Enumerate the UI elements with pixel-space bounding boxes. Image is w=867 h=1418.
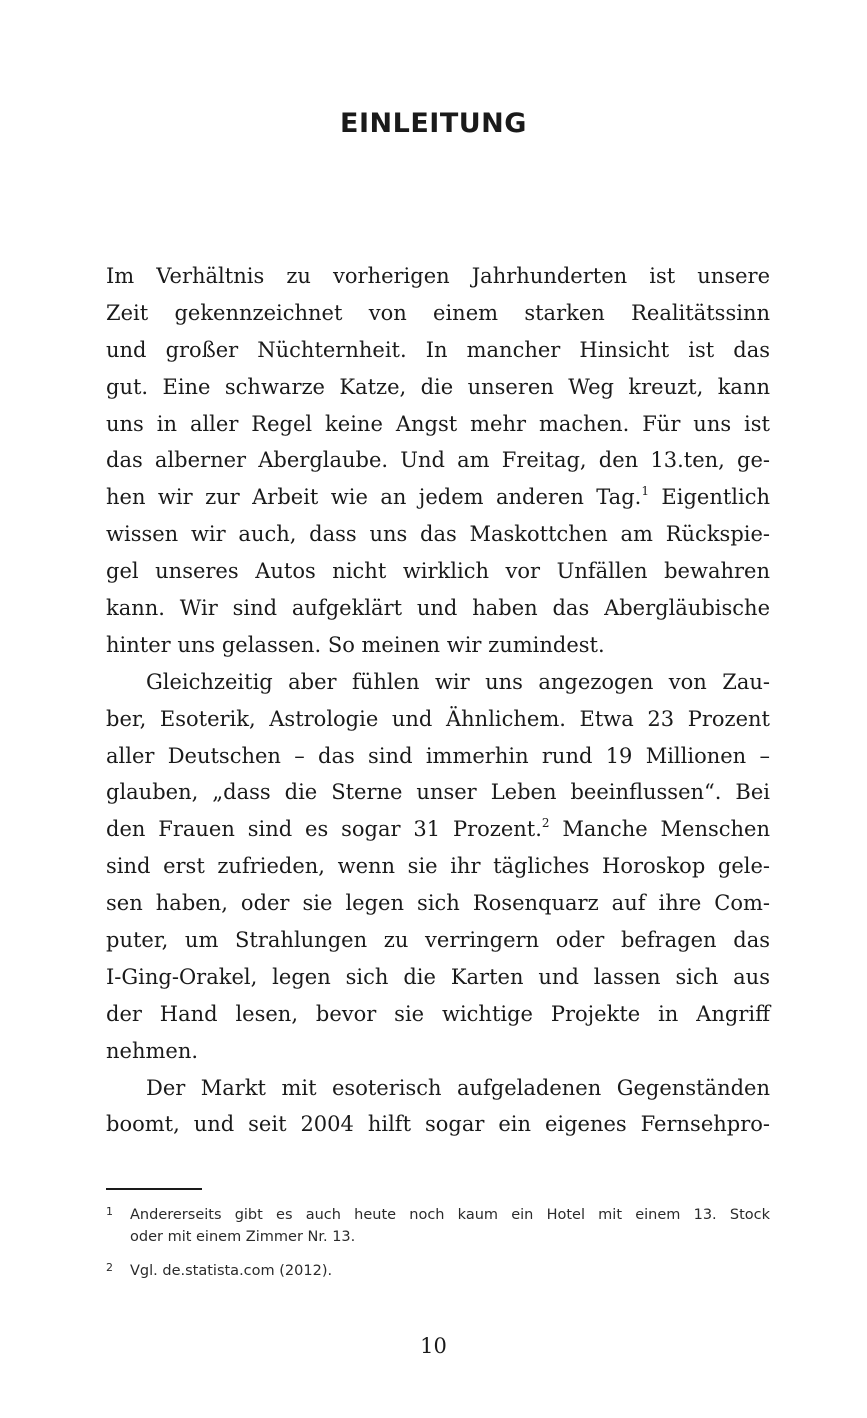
text-segment: den Frauen sind es sogar 31 Prozent.	[106, 817, 542, 842]
footnote-1	[106, 1204, 770, 1248]
footnote-ref-2: 2	[541, 816, 550, 831]
text-line: boomt, und seit 2004 hilft sogar ein eigenes Fernsehpro-	[106, 1112, 770, 1137]
footnote-number: 1	[106, 1205, 113, 1218]
text-line: gut. Eine schwarze Katze, die unseren Weg kreuzt, kann	[106, 374, 770, 399]
text-line	[106, 479, 770, 516]
text-line: aller Deutschen – das sind immerhin rund 19 Millionen –	[106, 743, 770, 768]
text-line: Der Markt mit esoterisch aufgeladenen Gegenständen	[146, 1075, 770, 1100]
body-text	[106, 258, 770, 1143]
text-line: glauben, „dass die Sterne unser Leben beeinflussen“. Bei	[106, 780, 770, 805]
text-segment: Manche Menschen	[549, 817, 770, 842]
text-line: hinter uns gelassen. So meinen wir zumindest.	[106, 632, 605, 657]
footnote-text-line: oder mit einem Zimmer Nr. 13.	[130, 1229, 356, 1245]
text-line: und großer Nüchternheit. In mancher Hinsicht ist das	[106, 337, 770, 362]
footnote-number: 2	[106, 1261, 113, 1274]
text-line: ber, Esoterik, Astrologie und Ähnlichem. Etwa 23 Prozent	[106, 706, 770, 731]
page-number: 10	[420, 1334, 447, 1358]
text-line: nehmen.	[106, 1038, 199, 1063]
text-line: uns in aller Regel keine Angst mehr machen. Für uns ist	[106, 411, 770, 436]
text-line: gel unseres Autos nicht wirklich vor Unfällen bewahren	[106, 559, 770, 584]
footnote-text-line: Vgl. de.statista.com (2012).	[130, 1263, 333, 1279]
text-line: der Hand lesen, bevor sie wichtige Projekte in Angriff	[106, 1001, 770, 1026]
text-line: Zeit gekennzeichnet von einem starken Realitätssinn	[106, 300, 770, 325]
footnote-ref-1: 1	[641, 484, 649, 499]
text-line: sen haben, oder sie legen sich Rosenquarz auf ihre Com-	[106, 891, 770, 916]
text-segment: hen wir zur Arbeit wie an jedem anderen Tag.	[106, 485, 642, 510]
text-line: Gleichzeitig aber fühlen wir uns angezogen von Zau-	[146, 669, 770, 694]
text-line	[106, 811, 770, 848]
footnotes	[106, 1204, 770, 1294]
text-segment: Eigentlich	[648, 485, 770, 510]
text-line: das alberner Aberglaube. Und am Freitag, den 13.ten, ge-	[106, 448, 770, 473]
chapter-title: EINLEITUNG	[340, 108, 527, 139]
footnote-2	[106, 1260, 770, 1282]
footnote-text-line: Andererseits gibt es auch heute noch kaum ein Hotel mit einem 13. Stock	[130, 1207, 770, 1223]
text-line: I-Ging-Orakel, legen sich die Karten und lassen sich aus	[106, 964, 770, 989]
footnote-divider	[106, 1188, 202, 1190]
text-line: wissen wir auch, dass uns das Maskottchen am Rückspie-	[106, 522, 770, 547]
text-line: sind erst zufrieden, wenn sie ihr tägliches Horoskop gele-	[106, 854, 770, 879]
text-line: Im Verhältnis zu vorherigen Jahrhunderten ist unsere	[106, 264, 770, 288]
text-line: puter, um Strahlungen zu verringern oder befragen das	[106, 928, 770, 953]
text-line: kann. Wir sind aufgeklärt und haben das Abergläubische	[106, 596, 770, 621]
